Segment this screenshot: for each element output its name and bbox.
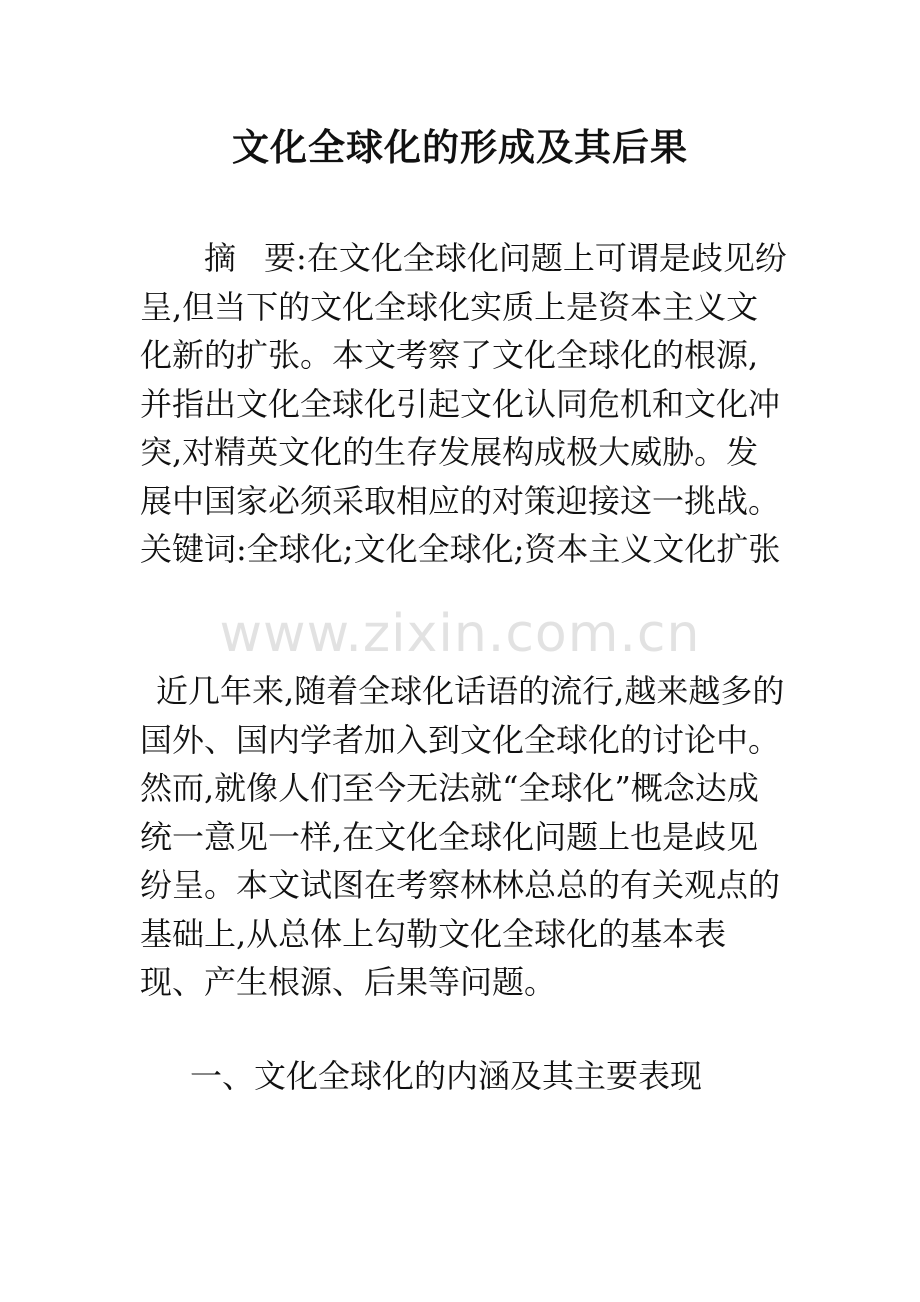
abstract-paragraph (140, 234, 790, 574)
abstract-label-2: 要 (264, 239, 297, 277)
section-heading: 一、文化全球化的内涵及其主要表现 (190, 1057, 703, 1095)
abstract-text: :在文化全球化问题上可谓是歧见纷呈,但当下的文化全球化实质上是资本主义文化新的扩张。本文考察了文化全球化的根源,并指出文化全球化引起文化认同危机和文化冲突,对精英文化的生存发展构成极大威胁。发展中国家必须采取相应的对策迎接这一挑战。关键词:全球化;文化全球化;资本主义文化扩张 (140, 239, 787, 568)
watermark: www.zixin.com.cn (219, 604, 701, 664)
abstract-label: 摘 (204, 239, 237, 277)
intro-paragraph: 近几年来,随着全球化话语的流行,越来越多的国外、国内学者加入到文化全球化的讨论中。然而,就像人们至今无法就“全球化”概念达成统一意见一样,在文化全球化问题上也是歧见纷呈。本文试图在考察林林总总的有关观点的基础上,从总体上勾勒文化全球化的基本表现、产生根源、后果等问题。 (140, 672, 785, 1001)
document-title: 文化全球化的形成及其后果 (232, 126, 688, 169)
